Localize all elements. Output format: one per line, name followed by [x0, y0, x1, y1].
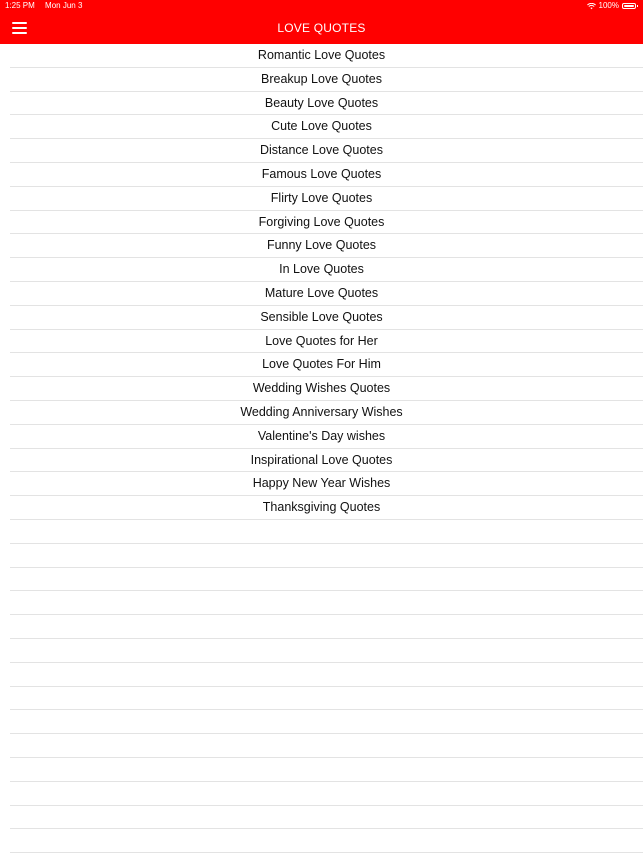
empty-row	[10, 520, 643, 544]
empty-row	[10, 710, 643, 734]
category-label: Cute Love Quotes	[271, 119, 372, 134]
battery-icon	[622, 3, 636, 9]
category-row[interactable]	[10, 258, 643, 282]
category-row[interactable]	[10, 401, 643, 425]
category-label: In Love Quotes	[279, 262, 364, 277]
category-row[interactable]	[10, 449, 643, 473]
empty-row	[10, 758, 643, 782]
status-date: Mon Jun 3	[45, 1, 83, 10]
empty-row	[10, 568, 643, 592]
category-label: Famous Love Quotes	[261, 166, 382, 181]
category-label: Wedding Wishes Quotes	[252, 381, 391, 396]
category-label: Romantic Love Quotes	[257, 48, 386, 62]
top-bar	[0, 0, 643, 44]
category-label: Inspirational Love Quotes	[250, 452, 393, 467]
empty-row	[10, 615, 643, 639]
category-label: Love Quotes For Him	[262, 357, 381, 372]
category-label: Funny Love Quotes	[266, 238, 377, 253]
empty-row	[10, 734, 643, 758]
category-row[interactable]	[10, 163, 643, 187]
wifi-icon	[587, 3, 596, 10]
category-label: Love Quotes for Her	[265, 333, 378, 348]
category-label: Distance Love Quotes	[260, 143, 383, 158]
category-label: Flirty Love Quotes	[270, 190, 373, 205]
category-list	[0, 44, 643, 858]
category-label: Sensible Love Quotes	[260, 309, 383, 324]
category-row[interactable]	[10, 234, 643, 258]
category-row[interactable]	[10, 282, 643, 306]
category-label: Happy New Year Wishes	[252, 476, 391, 491]
category-label: Forgiving Love Quotes	[258, 214, 385, 229]
status-right	[587, 0, 638, 12]
category-row[interactable]	[10, 472, 643, 496]
empty-row	[10, 806, 643, 830]
category-row[interactable]	[10, 68, 643, 92]
empty-row	[10, 687, 643, 711]
category-row[interactable]	[10, 139, 643, 163]
category-label: Wedding Anniversary Wishes	[240, 404, 403, 419]
nav-bar	[0, 12, 643, 44]
status-left	[5, 0, 90, 12]
category-row[interactable]	[10, 306, 643, 330]
category-row[interactable]	[10, 44, 643, 68]
empty-row	[10, 591, 643, 615]
category-row[interactable]	[10, 496, 643, 520]
empty-row	[10, 829, 643, 853]
empty-row	[10, 544, 643, 568]
category-row[interactable]	[10, 187, 643, 211]
category-label: Valentine's Day wishes	[257, 428, 386, 443]
category-label: Breakup Love Quotes	[261, 71, 382, 86]
category-row[interactable]	[10, 353, 643, 377]
category-row[interactable]	[10, 330, 643, 354]
category-row[interactable]	[10, 425, 643, 449]
empty-row	[10, 663, 643, 687]
battery-fill	[624, 5, 634, 7]
category-row[interactable]	[10, 92, 643, 116]
page-title: LOVE QUOTES	[277, 21, 366, 35]
status-time: 1:25 PM	[5, 1, 35, 10]
category-row[interactable]	[10, 211, 643, 235]
battery-percent: 100%	[598, 1, 619, 10]
empty-row	[10, 639, 643, 663]
category-label: Thanksgiving Quotes	[262, 500, 381, 515]
category-label: Beauty Love Quotes	[264, 95, 379, 110]
category-row[interactable]	[10, 115, 643, 139]
category-row[interactable]	[10, 377, 643, 401]
empty-row	[10, 782, 643, 806]
status-bar	[0, 0, 643, 12]
category-label: Mature Love Quotes	[264, 285, 379, 300]
